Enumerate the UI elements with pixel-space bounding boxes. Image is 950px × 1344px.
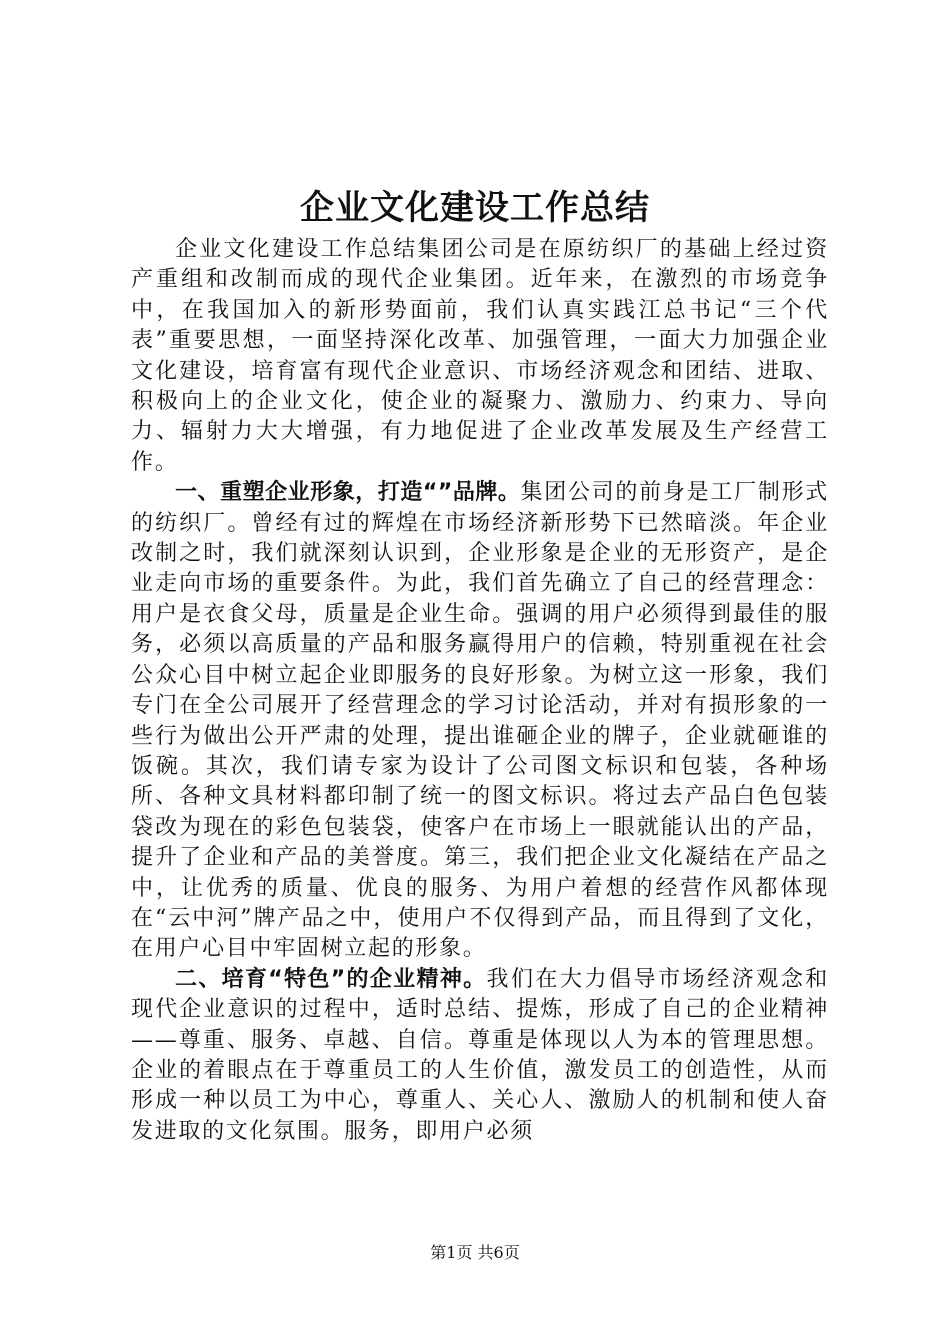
paragraph-intro [131, 235, 829, 478]
document-body [131, 235, 829, 1147]
paragraph-section-1 [131, 478, 829, 965]
paragraph-text: 企业文化建设工作总结集团公司是在原纺织厂的基础上经过资产重组和改制而成的现代企业集团。近年来，在激烈的市场竞争中，在我国加入的新形势面前，我们认真实践江总书记“三个代表”重要思想，一面坚持深化改革、加强管理，一面大力加强企业文化建设，培育富有现代企业意识、市场经济观念和团结、进取、积极向上的企业文化，使企业的凝聚力、激励力、约束力、导向力、辐射力大大增强，有力地促进了企业改革发展及生产经营工作。 [131, 237, 829, 475]
paragraph-section-2 [131, 965, 829, 1147]
section-heading: 二、培育“特色”的企业精神。 [175, 966, 487, 992]
page-footer: 第1页 共6页 [430, 1243, 520, 1262]
document-title: 企业文化建设工作总结 [300, 188, 650, 228]
section-heading: 一、重塑企业形象，打造“”品牌。 [175, 480, 521, 506]
paragraph-text: 我们在大力倡导市场经济观念和现代企业意识的过程中，适时总结、提炼，形成了自己的企业精神——尊重、服务、卓越、自信。尊重是体现以人为本的管理思想。企业的着眼点在于尊重员工的人生价值，激发员工的创造性，从而形成一种以员工为中心，尊重人、关心人、激励人的机制和使人奋发进取的文化氛围。服务，即用户必须 [131, 966, 829, 1144]
paragraph-text: 集团公司的前身是工厂制形式的纺织厂。曾经有过的辉煌在市场经济新形势下已然暗淡。年企业改制之时，我们就深刻认识到，企业形象是企业的无形资产，是企业走向市场的重要条件。为此，我们首先确立了自己的经营理念：用户是衣食父母，质量是企业生命。强调的用户必须得到最佳的服务，必须以高质量的产品和服务赢得用户的信赖，特别重视在社会公众心目中树立起企业即服务的良好形象。为树立这一形象，我们专门在全公司展开了经营理念的学习讨论活动，并对有损形象的一些行为做出公开严肃的处理，提出谁砸企业的牌子，企业就砸谁的饭碗。其次，我们请专家为设计了公司图文标识和包装，各种场所、各种文具材料都印制了统一的图文标识。将过去产品白色包装袋改为现在的彩色包装袋，使客户在市场上一眼就能认出的产品，提升了企业和产品的美誉度。第三，我们把企业文化凝结在产品之中，让优秀的质量、优良的服务、为用户着想的经营作风都体现在“云中河”牌产品之中，使用户不仅得到产品，而且得到了文化，在用户心目中牢固树立起的形象。 [131, 480, 830, 962]
